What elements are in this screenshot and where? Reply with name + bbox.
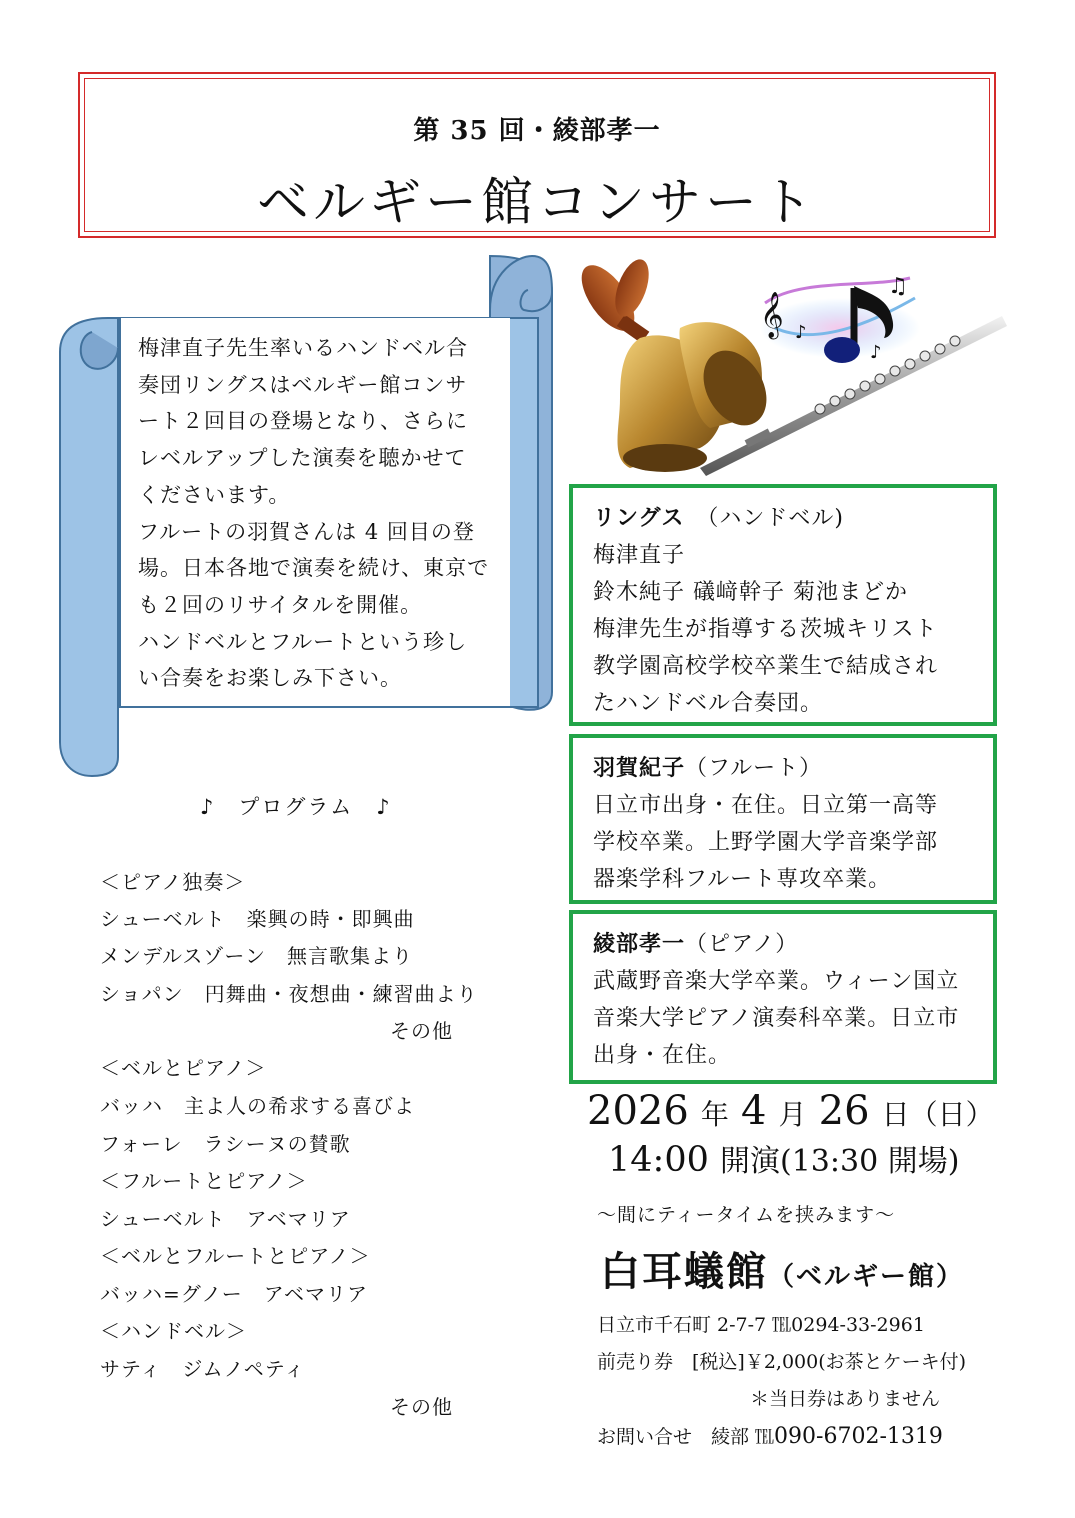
performer-line: 梅津先生が指導する茨城キリスト [593,617,938,642]
svg-text:𝄞: 𝄞 [760,292,784,338]
program-item: メンデルスゾーン 無言歌集より [100,944,413,968]
contact-phone: 090-6702-1319 [774,1424,943,1449]
intro-line: 場。日本各地で演奏を続け、東京で [138,556,490,581]
intro-line: も２回のリサイタルを開催。 [138,592,423,617]
performer-role: （ハンドベル) [707,506,844,531]
doors-open: (13:30 開場) [780,1144,960,1179]
program-section-heading: ＜ピアノ独奏＞ [100,870,246,894]
intro-line: 梅津直子先生率いるハンドベル合 [138,336,468,360]
program-item: シューベルト 楽興の時・即興曲 [100,907,415,931]
intro-line: くださいます。 [138,482,291,507]
concert-title: ベルギー館コンサート [256,173,817,233]
program-section-heading: ＜ベルとピアノ＞ [100,1056,267,1080]
svg-text:♪: ♪ [795,322,807,343]
event-weekday: （日） [909,1098,994,1131]
performer-line: 梅津直子 [593,543,686,568]
event-year: 2026 [587,1088,689,1134]
program-section-heading: ＜ハンドベル＞ [100,1319,247,1343]
performer-name: 羽賀紀子 [593,755,686,781]
start-label: 開演 [720,1144,781,1179]
performer-line: 音楽大学ピアノ演奏科卒業。日立市 [593,1006,960,1031]
program-item: バッハ 主よ人の希求する喜びよ [100,1094,415,1118]
program-item: ショパン 円舞曲・夜想曲・練習曲より [100,982,478,1006]
program-item: バッハ=グノー アベマリア [100,1282,368,1306]
intro-line: 奏団リングスはベルギー館コンサ [138,372,468,397]
performer-role: （ピアノ） [685,932,799,957]
month-unit: 月 [778,1098,807,1131]
performer-box-rings [569,484,997,726]
performer-line: 教学園高校学校卒業生で結成され [593,654,939,679]
performer-box-haga [569,734,997,904]
performer-line: 学校卒業。上野学園大学音楽学部 [593,830,939,855]
contact-info [597,1422,943,1449]
venue-address: 日立市千石町 2-7-7 ℡0294-33-2961 [597,1314,925,1336]
performer-line: 日立市出身・在住。日立第一高等 [593,793,939,818]
program-section-heading: ＜ベルとフルートとピアノ＞ [100,1244,371,1268]
intro-line: ハンドベルとフルートという珍し [138,629,468,654]
intro-text [138,330,500,697]
svg-text:♫: ♫ [888,274,908,299]
event-date [587,1088,994,1134]
program-item: その他 [390,1395,453,1419]
venue-subtitle: （ベルギー館） [768,1262,965,1292]
svg-text:♪: ♪ [870,342,882,363]
day-unit: 日 [881,1098,910,1131]
performer-name: リングス [593,505,685,531]
intro-line: フルートの羽賀さんは 4 回目の登 [138,519,475,544]
event-month: 4 [741,1088,767,1134]
title-frame [78,72,996,238]
performer-line: たハンドベル合奏団。 [593,691,824,716]
intro-line: レベルアップした演奏を聴かせて [138,446,467,471]
program-item: サティ ジムノペティ [100,1357,306,1381]
program-item: シューベルト アベマリア [100,1207,351,1231]
program-section-heading: ＜フルートとピアノ＞ [100,1169,308,1193]
performer-box-ayabe [569,910,997,1084]
concert-subtitle: 第 35 回・綾部孝一 [413,116,661,146]
performer-role: （フルート） [685,756,823,781]
tea-time-note: ～間にティータイムを挟みます～ [597,1204,896,1226]
program-heading: ♪ プログラム ♪ [200,795,392,819]
program-item: その他 [390,1019,453,1043]
performer-line: 鈴木純子 礒﨑幹子 菊池まどか [593,580,908,605]
ticket-price: 前売り券 [税込]￥2,000(お茶とケーキ付) [597,1351,967,1373]
venue-name [600,1240,964,1297]
year-unit: 年 [700,1098,729,1131]
event-day: 26 [818,1088,870,1134]
performer-line: 出身・在住。 [593,1043,732,1068]
music-note-icon [760,274,920,363]
performer-line: 器楽学科フルート専攻卒業。 [593,867,892,892]
event-time [608,1136,959,1180]
intro-line: ート２回目の登場となり、さらに [138,409,468,434]
no-day-of-tickets-note: ＊当日券はありません [750,1388,941,1410]
intro-line: い合奏をお楽しみ下さい。 [138,666,402,691]
performer-line: 武蔵野音楽大学卒業。ウィーン国立 [593,969,960,994]
contact-label: お問い合せ 綾部 ℡ [597,1426,775,1448]
start-time: 14:00 [608,1140,709,1180]
performer-name: 綾部孝一 [593,931,686,957]
venue-title: 白耳蟻館 [600,1248,768,1295]
handbell-flute-illustration [570,258,1010,480]
program-item: フォーレ ラシーヌの賛歌 [100,1132,351,1156]
